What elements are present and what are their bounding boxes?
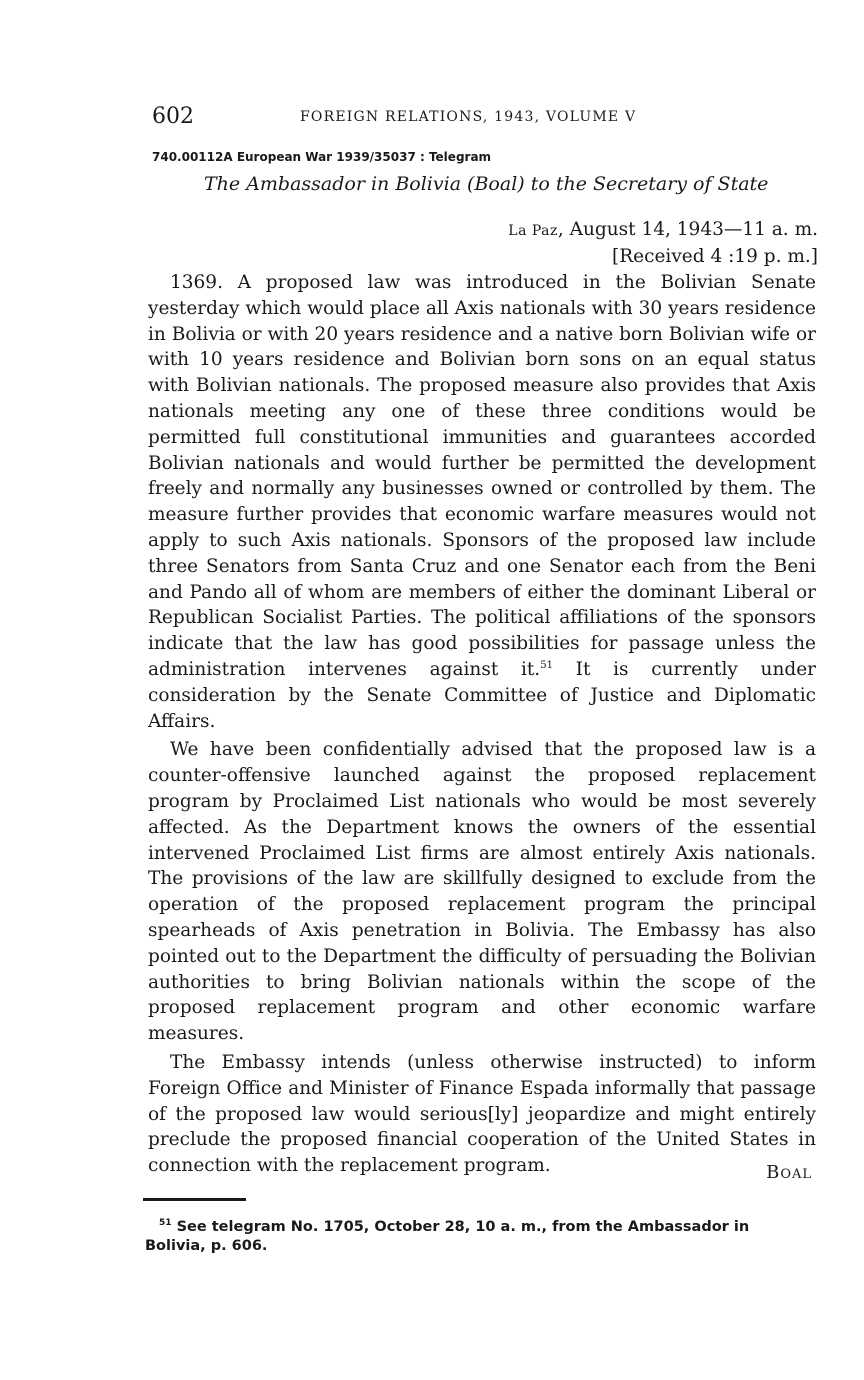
- paragraph-1-text: 1369. A proposed law was introduced in the Bolivian Senate yesterday which would place all Axis nationals with 30 years residence in Bolivia or with 20 years residence and a native born Bolivian wife or with 10 years residence and Bolivian born sons on an equal status with Bolivian nationals. The proposed measure also provides that Axis nationals meeting any one of these three conditions would be permitted full constitutional immunities and guarantees accorded Bolivian nationals and would further be permitted the development freely and normally any businesses owned or controlled by them. The measure further provides that economic warfare measures would not apply to such Axis nationals. Sponsors of the proposed law include three Senators from Santa Cruz and one Senator each from the Beni and Pando all of whom are members of either the dominant Liberal or Republican Socialist Parties. The political affiliations of the sponsors indicate that the law has good possibilities for passage unless the administration intervenes against it.: [148, 272, 816, 680]
- dateline-place: La Paz: [508, 223, 558, 239]
- signature: Boal: [766, 1162, 812, 1183]
- dateline: [508, 217, 818, 270]
- footnote-text: See telegram No. 1705, October 28, 10 a. m., from the Ambassador in Bolivia, p. 606.: [145, 1218, 750, 1254]
- dateline-received: [Received 4 :19 p. m.]: [612, 246, 818, 267]
- running-head: FOREIGN RELATIONS, 1943, VOLUME V: [300, 109, 637, 125]
- paragraph-2: We have been confidentially advised that the proposed law is a counter-offensive launched against the proposed replacement program by Proclaimed List nationals who would be most severely affected. As the Department knows the owners of the essential intervened Proclaimed List firms are almost entirely Axis nationals. The provisions of the law are skillfully designed to exclude from the operation of the proposed replacement program the principal spearheads of Axis penetration in Bolivia. The Embassy has also pointed out to the Department the difficulty of persuading the Bolivian authorities to bring Bolivian nationals within the scope of the proposed replacement program and other economic warfare measures.: [148, 739, 816, 1045]
- file-reference: 740.00112A European War 1939/35037 : Telegram: [152, 150, 492, 164]
- footnote-reference: 51: [540, 659, 553, 671]
- document-title: The Ambassador in Bolivia (Boal) to the Secretary of State: [204, 173, 769, 195]
- footnote-divider: [143, 1198, 246, 1201]
- telegram-body: [148, 270, 816, 1179]
- paragraph-1: [148, 270, 816, 734]
- page-header: [152, 104, 682, 134]
- paragraph-3: The Embassy intends (unless otherwise instructed) to inform Foreign Office and Minister of Finance Espada informally that passage of the proposed law would serious[ly] jeopardize and might entirely preclude the proposed financial cooperation of the United States in connection with the replacement program.: [148, 1051, 816, 1177]
- dateline-date: , August 14, 1943—11 a. m.: [557, 219, 818, 240]
- footnote-marker: 51: [159, 1218, 172, 1228]
- page-number: 602: [152, 104, 194, 129]
- paragraph-1-tail: It is currently under consideration by the Senate Committee of Justice and Diplomatic Affairs.: [148, 658, 816, 732]
- dateline-sent: [508, 217, 818, 244]
- footnote: [145, 1214, 810, 1256]
